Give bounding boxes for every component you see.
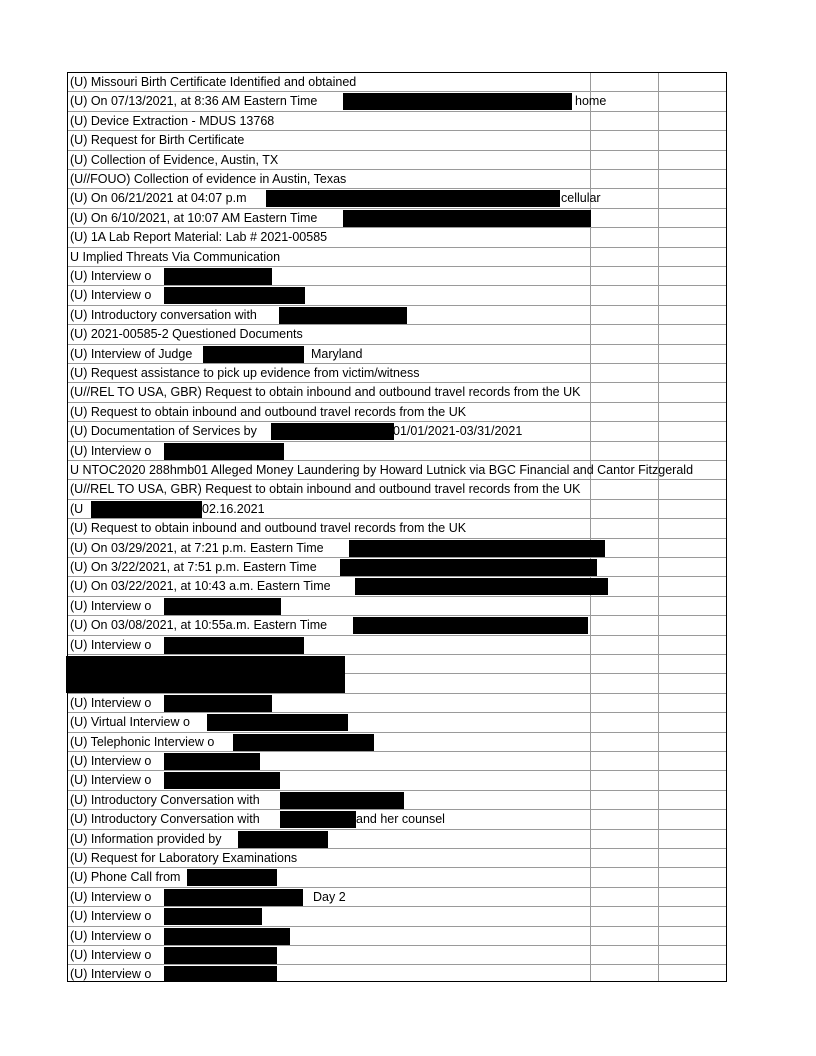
redaction-block	[164, 268, 272, 285]
redaction-block	[164, 598, 281, 615]
row-suffix: cellular	[561, 191, 601, 206]
redaction-block	[266, 190, 560, 207]
row-text: (U) Interview o	[70, 637, 152, 652]
row-text: (U) Interview o	[70, 443, 152, 458]
redaction-block	[164, 908, 262, 925]
table-row	[68, 888, 726, 907]
redaction-block	[164, 889, 303, 906]
row-text: (U) On 03/22/2021, at 10:43 a.m. Eastern Time	[70, 579, 331, 594]
row-text: (U) Interview of Judge	[70, 346, 193, 361]
redaction-block	[164, 443, 284, 460]
table-row	[68, 403, 726, 422]
row-text: (U) Documentation of Services by	[70, 424, 257, 439]
table-row	[68, 209, 726, 228]
table-row	[68, 442, 726, 461]
redaction-block	[279, 307, 407, 324]
redaction-block	[271, 423, 394, 440]
table-row	[68, 73, 726, 92]
table-row	[68, 383, 726, 402]
table-row	[68, 519, 726, 538]
table-row	[68, 189, 726, 208]
table-row	[68, 92, 726, 111]
table-row	[68, 364, 726, 383]
table-row	[68, 325, 726, 344]
table-row	[68, 286, 726, 305]
table-row	[68, 577, 726, 596]
row-text: (U) Interview o	[70, 773, 152, 788]
row-text: (U) Request to obtain inbound and outbound travel records from the UK	[70, 521, 467, 536]
redaction-block	[280, 792, 404, 809]
row-text: U NTOC2020 288hmb01 Alleged Money Laundering by Howard Lutnick via BGC Financial and Cantor Fitzgerald	[70, 463, 694, 477]
table-row	[68, 597, 726, 616]
table-row	[68, 267, 726, 286]
table-row	[68, 151, 726, 170]
redaction-block	[203, 346, 304, 363]
row-text: (U) Interview o	[70, 889, 152, 904]
redaction-block	[280, 811, 356, 828]
row-text: (U) Request assistance to pick up evidence from victim/witness	[70, 366, 420, 380]
table-row	[68, 461, 726, 480]
row-text: (U) On 03/08/2021, at 10:55a.m. Eastern Time	[70, 618, 328, 633]
table-row	[68, 306, 726, 325]
table-row	[68, 868, 726, 887]
table-row	[68, 810, 726, 829]
row-text: (U) Interview o	[70, 695, 152, 710]
row-text: (U) Introductory Conversation with	[70, 812, 260, 827]
row-text: (U) Phone Call from	[70, 870, 181, 885]
row-text: (U) Telephonic Interview o	[70, 734, 215, 749]
redaction-block	[238, 831, 328, 848]
row-suffix: Day 2	[313, 889, 346, 904]
row-text: (U) On 6/10/2021, at 10:07 AM Eastern Time	[70, 210, 318, 225]
table-row	[68, 480, 726, 499]
redaction-block	[207, 714, 348, 731]
table-row	[68, 927, 726, 946]
redaction-block	[66, 656, 345, 693]
row-suffix: Maryland	[311, 346, 363, 361]
row-text: (U) Interview o	[70, 948, 152, 962]
row-text: (U) On 06/21/2021 at 04:07 p.m	[70, 191, 247, 206]
row-suffix: home	[575, 94, 607, 109]
redaction-block	[349, 540, 605, 557]
row-text: (U	[70, 501, 84, 516]
table-row	[68, 112, 726, 131]
row-text: (U) Information provided by	[70, 831, 222, 846]
redaction-block	[164, 966, 277, 982]
records-table	[67, 72, 727, 982]
row-text: (U) Missouri Birth Certificate Identified and obtained	[70, 75, 357, 89]
table-row	[68, 248, 726, 267]
row-text: (U) Interview o	[70, 909, 152, 924]
table-row	[68, 733, 726, 752]
row-text: (U) On 3/22/2021, at 7:51 p.m. Eastern Time	[70, 560, 317, 574]
redaction-block	[343, 93, 572, 110]
table-row	[68, 539, 726, 558]
table-row	[68, 345, 726, 364]
redaction-block	[164, 287, 305, 304]
redaction-block	[164, 695, 272, 712]
redaction-block	[164, 928, 290, 945]
row-text: (U) 1A Lab Report Material: Lab # 2021-00585	[70, 230, 328, 245]
row-text: (U) 2021-00585-2 Questioned Documents	[70, 327, 303, 342]
table-row	[68, 170, 726, 189]
redaction-block	[91, 501, 202, 518]
table-row	[68, 558, 726, 577]
table-row	[68, 228, 726, 247]
row-text: U Implied Threats Via Communication	[70, 249, 281, 264]
table-row	[68, 131, 726, 150]
row-text: (U//REL TO USA, GBR) Request to obtain inbound and outbound travel records from the UK	[70, 482, 581, 497]
row-text: (U) Interview o	[70, 928, 152, 943]
table-row	[68, 500, 726, 519]
table-row	[68, 422, 726, 441]
redaction-block	[187, 869, 277, 886]
row-suffix: 02.16.2021	[202, 501, 265, 516]
row-text: (U) Interview o	[70, 288, 152, 303]
table-row	[68, 771, 726, 790]
table-row	[68, 713, 726, 732]
row-text: (U//REL TO USA, GBR) Request to obtain inbound and outbound travel records from the UK	[70, 385, 581, 400]
table-row	[68, 616, 726, 635]
redaction-block	[164, 947, 277, 964]
row-text: (U) Interview o	[70, 598, 152, 613]
row-text: (U) Collection of Evidence, Austin, TX	[70, 152, 279, 167]
row-text: (U//FOUO) Collection of evidence in Austin, Texas	[70, 172, 347, 186]
row-suffix: and her counsel	[356, 812, 445, 827]
row-text: (U) Introductory Conversation with	[70, 792, 260, 807]
redaction-block	[340, 559, 597, 576]
row-text: (U) Virtual Interview o	[70, 715, 190, 730]
row-text: (U) Device Extraction - MDUS 13768	[70, 113, 275, 128]
table-row	[68, 791, 726, 810]
row-suffix: 01/01/2021-03/31/2021	[393, 424, 523, 439]
table-row	[68, 965, 726, 984]
redaction-block	[164, 772, 280, 789]
row-text: (U) Interview o	[70, 754, 152, 768]
table-row	[68, 636, 726, 655]
table-row	[68, 752, 726, 771]
table-row	[68, 830, 726, 849]
row-text: (U) On 07/13/2021, at 8:36 AM Eastern Time	[70, 94, 318, 109]
table-row	[68, 946, 726, 965]
table-row	[68, 849, 726, 868]
redaction-block	[355, 578, 608, 595]
redaction-block	[353, 617, 588, 634]
redaction-block	[233, 734, 374, 751]
redaction-block	[343, 210, 591, 227]
redaction-block	[164, 637, 304, 654]
row-text: (U) Request to obtain inbound and outbound travel records from the UK	[70, 404, 467, 419]
table-row	[68, 694, 726, 713]
row-text: (U) Interview o	[70, 269, 152, 283]
redaction-block	[164, 753, 260, 770]
row-text: (U) Request for Laboratory Examinations	[70, 851, 298, 865]
row-text: (U) Interview o	[70, 967, 152, 982]
row-text: (U) On 03/29/2021, at 7:21 p.m. Eastern Time	[70, 540, 324, 555]
table-row	[68, 907, 726, 926]
row-text: (U) Introductory conversation with	[70, 307, 257, 322]
row-text: (U) Request for Birth Certificate	[70, 133, 245, 148]
